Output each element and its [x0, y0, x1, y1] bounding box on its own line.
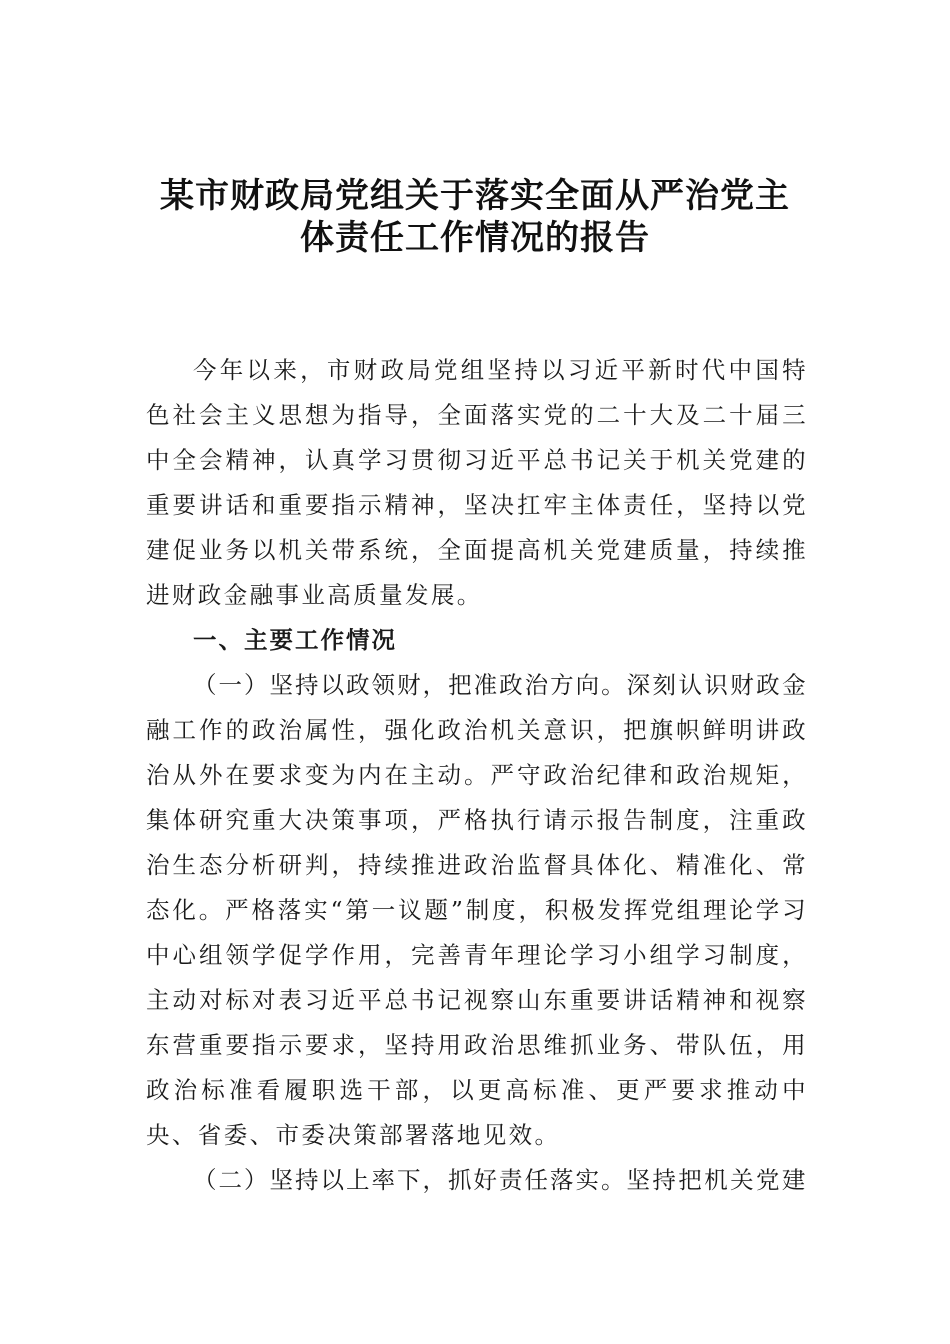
section-heading-main-work: 一、主要工作情况 [193, 626, 397, 654]
item-1-lead: （一）坚持以政领财，把准政治方向。 [193, 671, 627, 699]
item-2-lead: （二）坚持以上率下，抓好责任落实。 [193, 1166, 627, 1194]
paragraph-item-1 [146, 663, 808, 1158]
item-2-body: 坚持把机关党建 [626, 1166, 808, 1194]
document-body [146, 348, 808, 1203]
intro-paragraph: 今年以来，市财政局党组坚持以习近平新时代中国特色社会主义思想为指导，全面落实党的二十大及二十届三中全会精神，认真学习贯彻习近平总书记关于机关党建的重要讲话和重要指示精神，坚决扛牢主体责任，坚持以党建促业务以机关带系统，全面提高机关党建质量，持续推进财政金融事业高质量发展。 [146, 356, 808, 609]
item-1-body: 深刻认识财政金融工作的政治属性，强化政治机关意识，把旗帜鲜明讲政治从外在要求变为内在主动。严守政治纪律和政治规矩，集体研究重大决策事项，严格执行请示报告制度，注重政治生态分析研判，持续推进政治监督具体化、精准化、常态化。严格落实“第一议题”制度，积极发挥党组理论学习中心组领学促学作用，完善青年理论学习小组学习制度，主动对标对表习近平总书记视察山东重要讲话精神和视察东营重要指示要求，坚持用政治思维抓业务、带队伍，用政治标准看履职选干部，以更高标准、更严要求推动中央、省委、市委决策部署落地见效。 [146, 671, 808, 1149]
paragraph-item-2 [146, 1158, 808, 1203]
document-title-line-2: 体责任工作情况的报告 [300, 218, 650, 258]
document-title-line-1: 某市财政局党组关于落实全面从严治党主 [160, 176, 790, 216]
